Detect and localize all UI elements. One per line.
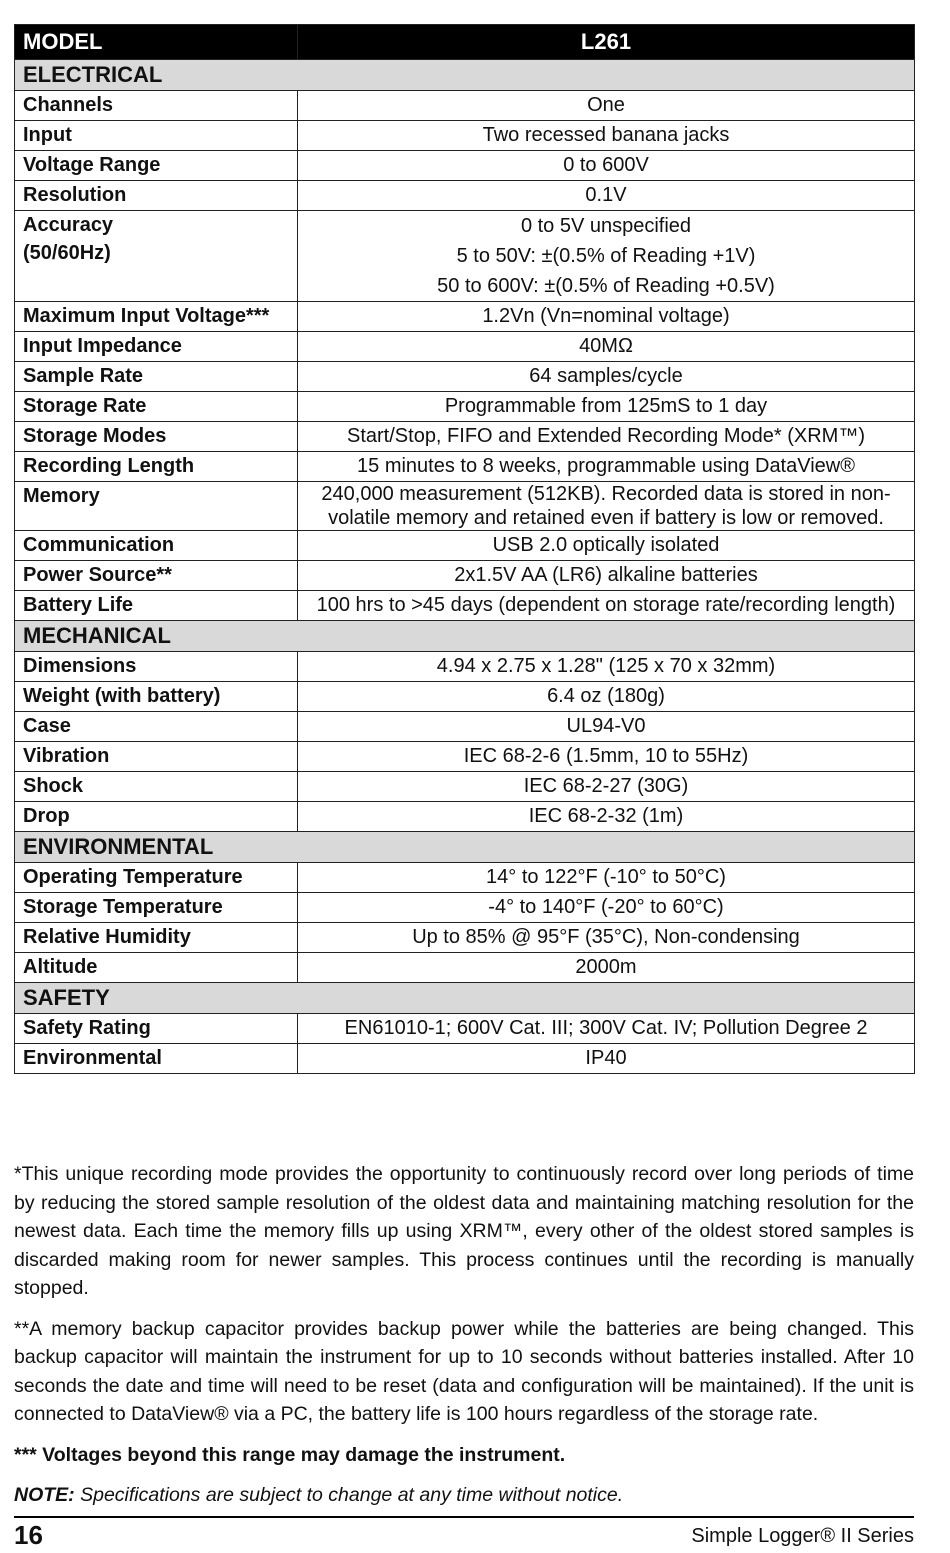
spec-table-body: [15, 60, 915, 1074]
spec-value-line: 6.4 oz (180g): [547, 685, 665, 707]
spec-label-text: Maximum Input Voltage***: [23, 305, 270, 327]
spec-label-text: Vibration: [23, 745, 110, 767]
spec-value-line: 1.2Vn (Vn=nominal voltage): [482, 305, 730, 327]
spec-value-line: 0 to 600V: [563, 154, 649, 176]
footnotes: [14, 1160, 914, 1522]
spec-value: [298, 211, 915, 302]
spec-label-text: Weight (with battery): [23, 685, 221, 707]
spec-label: [15, 923, 298, 953]
section-title: MECHANICAL: [15, 621, 915, 652]
spec-value-line: 2x1.5V AA (LR6) alkaline batteries: [454, 564, 758, 586]
spec-value: [298, 1014, 915, 1044]
spec-label: [15, 151, 298, 181]
footnote-backup-capacitor: **A memory backup capacitor provides backup power while the batteries are being changed. This backup capacitor will maintain the instrument for up to 10 seconds without batteries installed. After 10 seconds the date and time will need to be reset (data and configuration will be maintained). If the unit is connected to DataView® via a PC, the battery life is 100 hours regardless of the storage rate.: [14, 1317, 914, 1425]
spec-value-line: Start/Stop, FIFO and Extended Recording Mode* (XRM™): [347, 425, 865, 447]
spec-label-text: Storage Modes: [23, 425, 167, 447]
spec-label: [15, 591, 298, 621]
spec-row: [15, 332, 915, 362]
spec-label: [15, 211, 298, 302]
spec-value: [298, 802, 915, 832]
spec-label: [15, 482, 298, 531]
table-header-row: [15, 25, 915, 60]
model-header-label: MODEL: [15, 25, 298, 60]
spec-row: [15, 802, 915, 832]
spec-label-text: Recording Length: [23, 455, 195, 477]
spec-value-line: 4.94 x 2.75 x 1.28" (125 x 70 x 32mm): [436, 655, 776, 677]
spec-label-text: Channels: [23, 94, 114, 116]
spec-row: [15, 712, 915, 742]
spec-row: [15, 893, 915, 923]
spec-label-text: Safety Rating: [23, 1017, 151, 1039]
spec-label: [15, 302, 298, 332]
spec-label: [15, 452, 298, 482]
spec-label: [15, 682, 298, 712]
spec-label-text: Case: [23, 715, 71, 737]
spec-value: [298, 151, 915, 181]
spec-row: [15, 953, 915, 983]
spec-value-line: IEC 68-2-27 (30G): [523, 775, 689, 797]
model-header-value: L261: [298, 25, 915, 60]
spec-value-line: 100 hrs to >45 days (dependent on storage rate/recording length): [316, 594, 896, 616]
spec-label-text: Input Impedance: [23, 335, 182, 357]
spec-value-line: Up to 85% @ 95°F (35°C), Non-condensing: [412, 926, 800, 948]
spec-table: [14, 24, 915, 1074]
spec-label: [15, 863, 298, 893]
spec-label: [15, 121, 298, 151]
footnote-voltage-warning: *** Voltages beyond this range may damage the instrument.: [14, 1443, 566, 1466]
spec-value: [298, 332, 915, 362]
spec-value: [298, 591, 915, 621]
spec-value-line: One: [587, 94, 625, 116]
spec-label-text: Storage Temperature: [23, 896, 223, 918]
spec-label: [15, 652, 298, 682]
spec-value: [298, 772, 915, 802]
spec-value: [298, 392, 915, 422]
spec-value-line: IEC 68-2-6 (1.5mm, 10 to 55Hz): [463, 745, 749, 767]
spec-value: [298, 422, 915, 452]
spec-value: [298, 923, 915, 953]
spec-value-line: 0.1V: [585, 184, 627, 206]
page-number: 16: [14, 1520, 43, 1550]
spec-label: [15, 1014, 298, 1044]
spec-label: [15, 362, 298, 392]
spec-value-line: 240,000 measurement (512KB). Recorded data is stored in non-: [321, 483, 891, 505]
spec-value-line: 14° to 122°F (-10° to 50°C): [486, 866, 726, 888]
spec-row: [15, 482, 915, 531]
spec-value: [298, 531, 915, 561]
spec-value: [298, 712, 915, 742]
spec-value-line: IP40: [585, 1047, 627, 1069]
spec-label-text: Battery Life: [23, 594, 134, 616]
spec-label: [15, 181, 298, 211]
spec-label-text: Environmental: [23, 1047, 162, 1069]
spec-value-line: UL94-V0: [566, 715, 646, 737]
spec-row: [15, 863, 915, 893]
spec-row: [15, 682, 915, 712]
section-header-row: [15, 60, 915, 91]
section-header-row: [15, 621, 915, 652]
spec-label-text: Drop: [23, 805, 70, 827]
spec-row: [15, 1014, 915, 1044]
spec-label-text: Operating Temperature: [23, 866, 243, 888]
spec-label-text: Memory: [23, 485, 100, 507]
spec-label-text: Voltage Range: [23, 154, 161, 176]
spec-row: [15, 392, 915, 422]
spec-label-text: Dimensions: [23, 655, 137, 677]
spec-label-text: Storage Rate: [23, 395, 147, 417]
footnote-xrm: *This unique recording mode provides the opportunity to continuously record over long periods of time by reducing the stored sample resolution of the oldest data and maintaining matching resolution for the newest data. Each time the memory fills up using XRM™, every other of the oldest stored samples is discarded making room for newer samples. This process continues until the recording is manually stopped.: [14, 1163, 914, 1299]
spec-label-text: (50/60Hz): [23, 242, 111, 264]
spec-row: [15, 302, 915, 332]
spec-label-text: Shock: [23, 775, 84, 797]
spec-value: [298, 863, 915, 893]
spec-label-text: Sample Rate: [23, 365, 144, 387]
spec-label: [15, 1044, 298, 1074]
spec-row: [15, 1044, 915, 1074]
series-name: Simple Logger® II Series: [691, 1525, 914, 1547]
spec-row: [15, 91, 915, 121]
spec-row: [15, 452, 915, 482]
spec-row: [15, 121, 915, 151]
spec-row: [15, 531, 915, 561]
spec-row: [15, 652, 915, 682]
section-header-row: [15, 832, 915, 863]
spec-label: [15, 531, 298, 561]
note-text: Specifications are subject to change at any time without notice.: [74, 1484, 624, 1506]
spec-value: [298, 893, 915, 923]
spec-value-line: Programmable from 125mS to 1 day: [444, 395, 768, 417]
spec-value-line: IEC 68-2-32 (1m): [528, 805, 684, 827]
spec-label: [15, 772, 298, 802]
spec-label-text: Input: [23, 124, 72, 146]
note-disclaimer: [14, 1481, 914, 1510]
spec-row: [15, 561, 915, 591]
note-label: NOTE:: [14, 1484, 75, 1506]
spec-value-line: -4° to 140°F (-20° to 60°C): [488, 896, 724, 918]
spec-label: [15, 712, 298, 742]
spec-label: [15, 332, 298, 362]
spec-value: [298, 362, 915, 392]
spec-page: [14, 24, 914, 1074]
spec-label-text: Power Source**: [23, 564, 172, 586]
spec-row: [15, 422, 915, 452]
spec-value: [298, 91, 915, 121]
spec-value-line: USB 2.0 optically isolated: [492, 534, 720, 556]
spec-row: [15, 742, 915, 772]
spec-value: [298, 682, 915, 712]
spec-label: [15, 893, 298, 923]
spec-value-line: EN61010-1; 600V Cat. III; 300V Cat. IV; Pollution Degree 2: [344, 1017, 868, 1039]
spec-label-text: Relative Humidity: [23, 926, 191, 948]
spec-value: [298, 452, 915, 482]
spec-row: [15, 181, 915, 211]
spec-value: [298, 742, 915, 772]
spec-value: [298, 953, 915, 983]
spec-value: [298, 302, 915, 332]
spec-row: [15, 211, 915, 302]
spec-value: [298, 121, 915, 151]
spec-value-line: 2000m: [575, 956, 637, 978]
spec-label: [15, 953, 298, 983]
spec-value-line: 40MΩ: [579, 335, 633, 357]
spec-value-line: 50 to 600V: ±(0.5% of Reading +0.5V): [437, 275, 775, 297]
spec-label: [15, 91, 298, 121]
spec-value-line: Two recessed banana jacks: [482, 124, 730, 146]
spec-label-text: Altitude: [23, 956, 98, 978]
spec-label: [15, 742, 298, 772]
spec-label: [15, 802, 298, 832]
spec-value: [298, 181, 915, 211]
section-title: SAFETY: [15, 983, 915, 1014]
section-title: ENVIRONMENTAL: [15, 832, 915, 863]
footer-divider: [14, 1516, 914, 1518]
spec-label-text: Communication: [23, 534, 175, 556]
spec-label-text: Accuracy: [23, 214, 114, 236]
section-title: ELECTRICAL: [15, 60, 915, 91]
spec-label: [15, 392, 298, 422]
spec-row: [15, 923, 915, 953]
spec-value: [298, 652, 915, 682]
spec-value-line: 64 samples/cycle: [529, 365, 683, 387]
spec-row: [15, 591, 915, 621]
spec-value-line: 5 to 50V: ±(0.5% of Reading +1V): [456, 245, 756, 267]
spec-value-line: 0 to 5V unspecified: [520, 215, 692, 237]
spec-value-line: 15 minutes to 8 weeks, programmable using DataView®: [357, 455, 855, 477]
spec-row: [15, 151, 915, 181]
spec-value-line: volatile memory and retained even if battery is low or removed.: [328, 507, 884, 529]
spec-value: [298, 561, 915, 591]
spec-label-text: Resolution: [23, 184, 127, 206]
section-header-row: [15, 983, 915, 1014]
spec-value: [298, 1044, 915, 1074]
spec-row: [15, 772, 915, 802]
spec-row: [15, 362, 915, 392]
spec-label: [15, 422, 298, 452]
spec-label: [15, 561, 298, 591]
spec-value: [298, 482, 915, 531]
